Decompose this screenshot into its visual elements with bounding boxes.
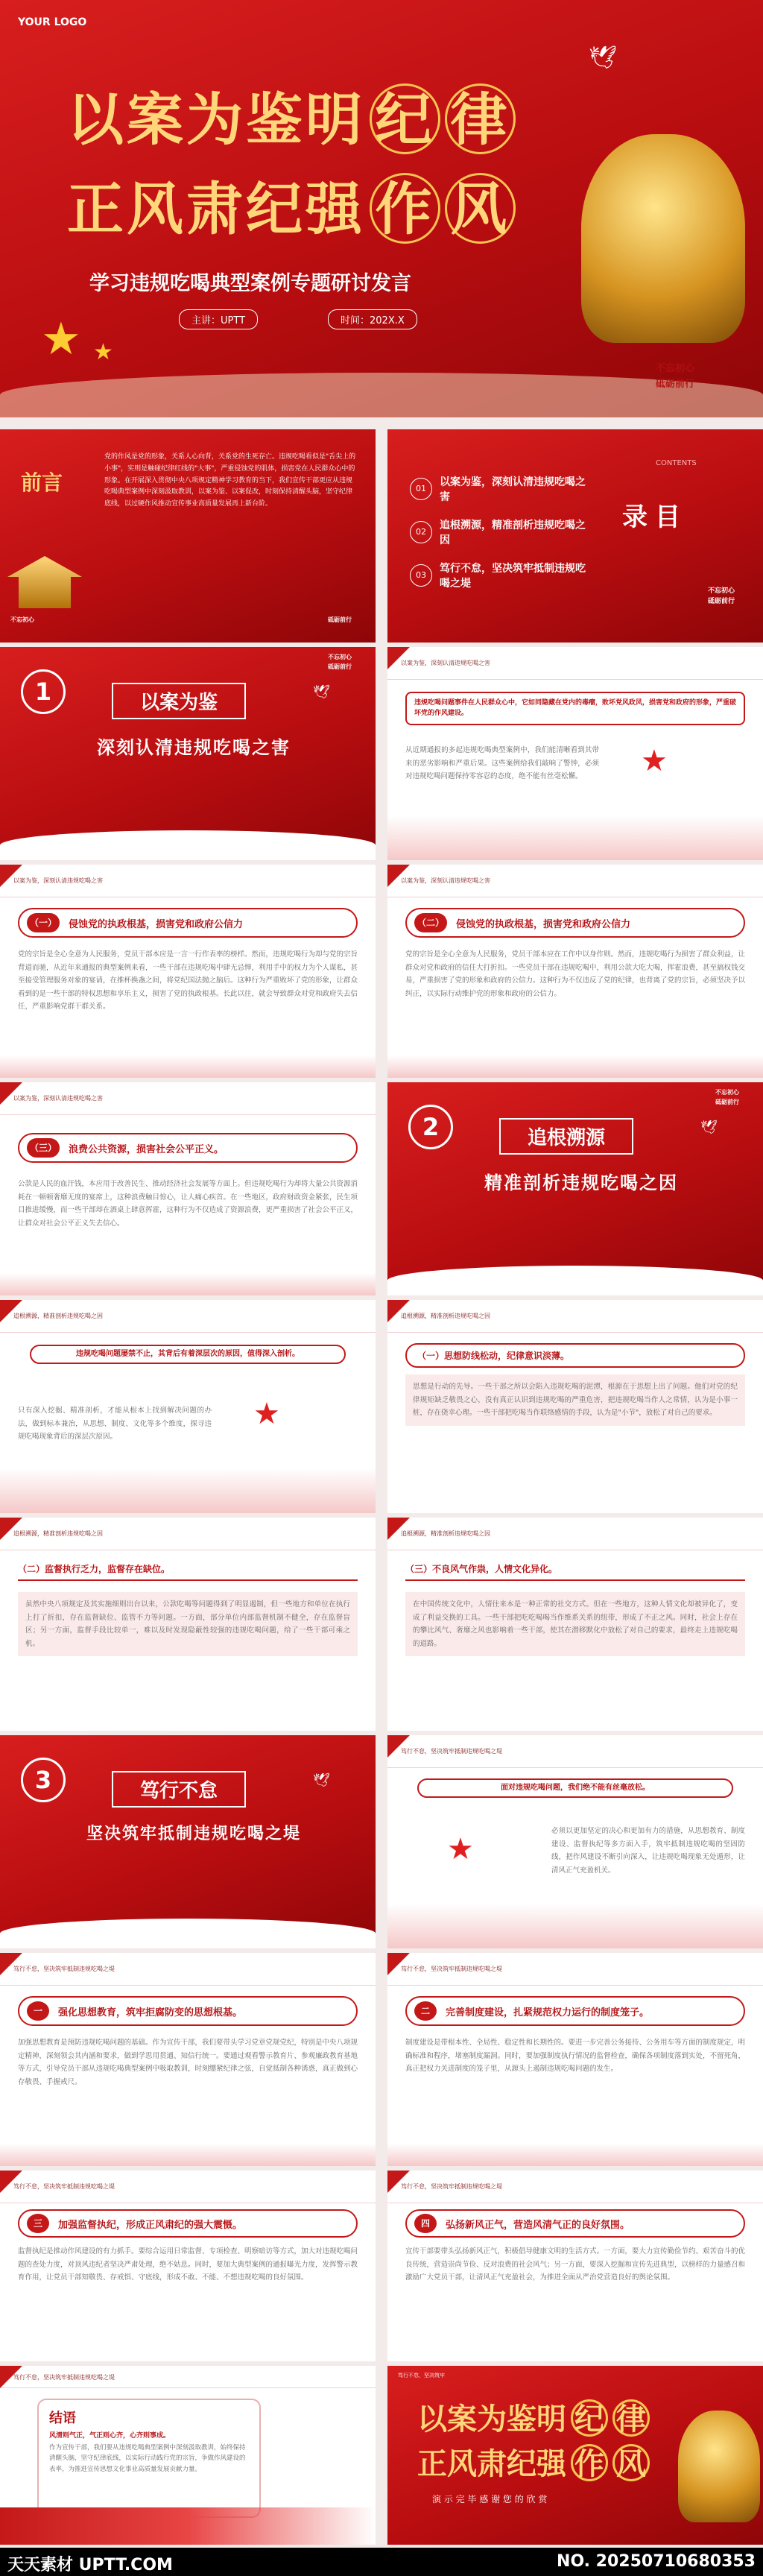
point-title: 完善制度建设，扎紧规范权力运行的制度笼子。 <box>446 2007 650 2018</box>
point-num: （一） <box>27 913 60 932</box>
point-title: 强化思想教育，筑牢拒腐防变的思想根基。 <box>58 2007 243 2018</box>
conclusion-lead: 风清则气正，气正则心齐，心齐则事成。 <box>49 2432 171 2440</box>
point-num: （三） <box>27 1138 60 1158</box>
cover-subtitle: 学习违规吃喝典型案例专题研讨发言 <box>89 272 411 295</box>
cover-title-line2 <box>67 164 516 245</box>
dove-icon: 🕊 <box>700 1120 718 1135</box>
p2b-slide <box>0 1518 376 1731</box>
body-text: 必须以更加坚定的决心和更加有力的措施，从思想教育、制度建设、监督执纪等多方面入手，筑牢抵制违规吃喝的坚固防线，把作风建设不断引向深入，让违规吃喝现象无处遁形，让清风正气充盈机关。 <box>551 1827 745 1875</box>
point-title: 浪费公共资源，损害社会公平正义。 <box>69 1143 224 1155</box>
toc-num: 02 <box>410 521 432 543</box>
ending-title-char: 风 <box>447 2447 477 2481</box>
point-pill <box>18 1996 358 2026</box>
ending-title-char: 肃 <box>477 2447 507 2481</box>
point-num: 三 <box>27 2214 49 2233</box>
section-header: 以案为鉴，深刻认清违规吃喝之害 <box>401 660 490 666</box>
toc-num: 01 <box>410 478 432 500</box>
part-title: 坚决筑牢抵制违规吃喝之堤 <box>86 1825 301 1843</box>
section-header: 追根溯源，精准剖析违规吃喝之因 <box>13 1530 103 1537</box>
cover-speaker: 主讲：UPTT <box>179 309 258 329</box>
slogan <box>656 362 694 393</box>
footer-left: 天天素材 UPTT.COM <box>7 2556 173 2575</box>
conclusion-text: 作为宣传干部，我们要从违规吃喝典型案例中深刻汲取教训，始终保持清醒头脑，坚守纪律底线，以实际行动践行党的宗旨，争做作风建设的表率，为推进宣传思想文化事业高质量发展贡献力量。 <box>49 2444 246 2473</box>
body-text: 党的宗旨是全心全意为人民服务，党员干部本应在工作中以身作则。然而，违规吃喝行为损害了群众利益，让群众对党和政府的信任大打折扣。一些党员干部在违规吃喝中，利用公款大吃大喝，挥霍浪费，甚至搞权钱交易，严重损害了党的形象和政府的公信力。这种行为不仅违反了党的纪律，也背离了党的宗旨，必须坚决予以纠正，以实际行动维护党的形象和政府的公信力。 <box>405 950 746 998</box>
section-header: 追根溯源，精准剖析违规吃喝之因 <box>401 1313 490 1319</box>
toc-item[interactable] <box>410 561 618 590</box>
section-header: 以案为鉴，深刻认清违规吃喝之害 <box>13 1095 103 1102</box>
footer-bar <box>0 2548 763 2576</box>
section-header: 笃行不怠，坚决筑牢抵制违规吃喝之堤 <box>13 1966 115 1972</box>
toc-num: 03 <box>410 564 432 587</box>
section-header: 笃行不怠，坚决筑牢抵制违规吃喝之堤 <box>401 1966 502 1972</box>
section-header: 以案为鉴，深刻认清违规吃喝之害 <box>13 877 103 884</box>
star-icon: ★ <box>93 339 113 365</box>
point-pill <box>405 2209 745 2238</box>
highlight-banner: 面对违规吃喝问题，我们绝不能有丝毫放松。 <box>417 1778 733 1798</box>
toc-text: 以案为鉴，深刻认清违规吃喝之害 <box>440 476 586 503</box>
star-icon: ★ <box>447 1832 474 1866</box>
cover-ring-char: 风 <box>445 173 516 244</box>
toc-item[interactable] <box>410 517 618 547</box>
cover-title-char: 肃 <box>186 176 246 242</box>
point-title: （三）不良风气作祟，人情文化异化。 <box>405 1558 745 1581</box>
body-text: 思想是行动的先导。一些干部之所以会陷入违规吃喝的泥潭，根源在于思想上出了问题。他们对党的纪律规矩缺乏敬畏之心，没有真正认识到违规吃喝的严重危害，把违规吃喝当作人之常情，认为是小事一桩，存在侥幸心理。一些干部把吃喝当作联络感情的手段，认为是"小节"，放松了对自己的要求。 <box>405 1374 745 1426</box>
cover-title-char: 明 <box>305 86 365 153</box>
slogan-line: 不忘初心 <box>656 363 695 374</box>
lion-statue <box>581 134 745 343</box>
body-text: 党的宗旨是全心全意为人民服务，党员干部本应是一言一行作表率的榜样。然而，违规吃喝行为却与党的宗旨背道而驰，从近年来通报的典型案例来看，一些干部在违规吃喝中肆无忌惮，利用手中的权力为个人谋私，甚至接受管理服务对象的宴请，在推杯换盏之间，将党纪国法抛之脑后。这种行为严重败坏了党的形象，让群众看到的是一些干部的特权思想和享乐主义，损害了党的执政根基。长此以往，就会导致群众对党和政府失去信任，严重影响党群干群关系。 <box>18 950 358 1011</box>
part-title: 精准剖析违规吃喝之因 <box>484 1172 678 1193</box>
cover-title-line1 <box>67 75 516 156</box>
ending-title-char: 正 <box>417 2447 447 2481</box>
p3a-slide <box>0 1953 376 2166</box>
cover-title-char: 以 <box>67 86 127 153</box>
body-text: 宣传干部要带头弘扬新风正气，积极倡导健康文明的生活方式。一方面，要大力宣传勤俭节约、艰苦奋斗的优良传统，营造崇尚节俭、反对浪费的社会风气；另一方面，要深入挖掘和宣传先进典型，以榜样的力量感召和激励广大党员干部，让清风正气充盈社会，为推进全面从严治党营造良好的舆论氛围。 <box>405 2247 746 2282</box>
point-num: 四 <box>414 2214 437 2233</box>
point-title: （一）思想防线松动，纪律意识淡薄。 <box>405 1343 745 1368</box>
p3d-slide <box>387 2171 763 2361</box>
point-title: 加强监督执纪，形成正风肃纪的强大震慑。 <box>58 2219 243 2231</box>
cover-title-char: 正 <box>67 176 127 242</box>
body-text: 虽然中央八项规定及其实施细则出台以来，公款吃喝等问题得到了明显遏制，但一些地方和单位在执行上打了折扣，存在监督缺位、监管不力等问题。一方面，部分单位内部监督机制不健全，存在监督盲区；另一方面，监督手段比较单一，难以及时发现隐蔽性较强的违规吃喝问题，给了一些干部可乘之机。 <box>18 1592 358 1656</box>
p3-intro-slide <box>387 1735 763 1948</box>
ending-ring-char: 作 <box>571 2444 608 2481</box>
ending-title-char: 以 <box>417 2402 447 2437</box>
dove-icon: 🕊 <box>313 684 330 700</box>
ending-ring-char: 风 <box>612 2444 650 2481</box>
star-icon: ★ <box>641 744 668 778</box>
slogan-line: 砥砺前行 <box>328 663 352 670</box>
section-header: 笃行不怠，坚决筑牢抵制违规吃喝之堤 <box>13 2183 115 2190</box>
point-title: 侵蚀党的执政根基，损害党和政府公信力 <box>456 918 631 930</box>
part1-slide <box>0 647 376 860</box>
slogan-line: 砥砺前行 <box>708 598 735 606</box>
section-header: 笃行不怠，坚决筑牢抵制违规吃喝之堤 <box>401 1748 502 1755</box>
conclusion-card <box>37 2399 261 2518</box>
slogan <box>715 1088 739 1108</box>
dove-icon: 🕊 <box>313 1772 330 1788</box>
slogan <box>328 653 352 672</box>
cover-title-char: 纪 <box>246 176 305 242</box>
slogan <box>328 616 352 625</box>
toc-title: 录目 <box>622 502 688 532</box>
preface-slide <box>0 429 376 643</box>
point-title: 弘扬新风正气，营造风清气正的良好氛围。 <box>446 2219 630 2231</box>
cover-ring-char: 律 <box>445 83 516 154</box>
ending-ring-char: 纪 <box>571 2399 608 2437</box>
point-num: 一 <box>27 2001 49 2021</box>
point-title: 侵蚀党的执政根基，损害党和政府公信力 <box>69 918 244 930</box>
part3-slide <box>0 1735 376 1948</box>
temple-icon <box>7 556 82 608</box>
part2-slide <box>387 1082 763 1295</box>
ending-title-char: 明 <box>536 2402 566 2437</box>
section-header: 笃行不怠，坚决筑牢 <box>398 2373 445 2378</box>
p3b-slide <box>387 1953 763 2166</box>
star-icon: ★ <box>253 1397 280 1431</box>
toc-text: 笃行不怠，坚决筑牢抵制违规吃喝之堤 <box>440 563 586 590</box>
point-num: 二 <box>414 2001 437 2021</box>
ending-title-line2 <box>417 2440 650 2483</box>
p1b-slide <box>387 865 763 1078</box>
part-number: 1 <box>21 669 66 714</box>
slogan-line: 不忘初心 <box>715 1089 739 1096</box>
ending-title-line1 <box>417 2396 650 2438</box>
ending-title-char: 纪 <box>507 2447 536 2481</box>
point-pill <box>18 2209 358 2238</box>
toc-text: 追根溯源，精准剖析违规吃喝之因 <box>440 520 586 546</box>
body-text: 只有深入挖掘、精准剖析，才能从根本上找到解决问题的办法，做到标本兼治，从思想、制度、文化等多个维度，探寻违规吃喝现象背后的深层次原因。 <box>18 1407 212 1442</box>
slogan <box>708 586 735 607</box>
part-box-title: 笃行不怠 <box>112 1771 246 1808</box>
slogan-line: 不忘初心 <box>10 616 34 623</box>
toc-item[interactable] <box>410 474 618 504</box>
slogan-line: 砥砺前行 <box>328 616 352 623</box>
body-text: 公款是人民的血汗钱，本应用于改善民生、推动经济社会发展等方面上。但违规吃喝行为却将大量公共资源消耗在一顿顿奢靡无度的宴席上，这种浪费触目惊心，让人痛心疾首。在一些地区，政府财政资金紧张，民生项目推进缓慢，而一些干部却在酒桌上肆意挥霍，这种行为不仅造成了资源浪费，更严重损害了社会公平正义，让群众对社会公平正义失去信心。 <box>18 1180 358 1228</box>
section-header: 以案为鉴，深刻认清违规吃喝之害 <box>401 877 490 884</box>
highlight-banner: 违规吃喝问题屡禁不止，其背后有着深层次的原因，值得深入剖析。 <box>30 1345 346 1364</box>
cover-slide <box>0 0 763 417</box>
point-pill <box>18 1133 358 1163</box>
point-num: （二） <box>414 913 447 932</box>
ending-ring-char: 律 <box>612 2399 650 2437</box>
ending-title-char: 鉴 <box>507 2402 536 2437</box>
lion-statue <box>678 2411 760 2522</box>
body-text: 加强思想教育是预防违规吃喝问题的基础。作为宣传干部，我们要带头学习党章党规党纪，特别是中央八项规定精神，深刻领会其内涵和要求，做到学思用贯通、知信行统一。要通过观看警示教育片、参观廉政教育基地等方式，引导党员干部从违规吃喝典型案例中吸取教训，时刻绷紧纪律之弦，自觉抵制各种诱惑，真正做到心存敬畏、手握戒尺。 <box>18 2039 358 2086</box>
cover-title-char: 风 <box>127 176 186 242</box>
slogan-line: 不忘初心 <box>708 587 735 595</box>
conclusion-slide <box>0 2366 376 2545</box>
toc-items <box>410 474 618 590</box>
body-text: 制度建设是带根本性、全局性、稳定性和长期性的。要进一步完善公务接待、公务用车等方面的制度规定，明确标准和程序，堵塞制度漏洞。同时，要加强制度执行情况的监督检查，确保各项制度落到实处，不留死角，真正把权力关进制度的笼子里，从源头上遏制违规吃喝问题的发生。 <box>405 2039 746 2074</box>
body-text: 监督执纪是推动作风建设的有力抓手。要综合运用日常监督、专项检查、明察暗访等方式，加大对违规吃喝问题的查处力度，对顶风违纪者坚决严肃处理，绝不姑息。同时，要加大典型案例的通报曝光力度，发挥警示教育作用，让党员干部知敬畏、存戒惧、守底线，形成不敢、不能、不想违规吃喝的良好氛围。 <box>18 2247 358 2282</box>
ending-slide <box>387 2366 763 2545</box>
conclusion-title: 结语 <box>49 2411 76 2426</box>
highlight-banner: 违规吃喝问题事件在人民群众心中，它如同隐藏在党内的毒瘤，败坏党风政风，损害党和政府的形象，严重破坏党的作风建设。 <box>405 692 745 725</box>
cover-title-char: 强 <box>305 176 365 242</box>
cover-title-char: 鉴 <box>246 86 305 153</box>
slogan-line: 砥砺前行 <box>715 1098 739 1105</box>
p1-intro-slide <box>387 647 763 860</box>
cover-ring-char: 作 <box>370 173 440 244</box>
p3c-slide <box>0 2171 376 2361</box>
footer-right: NO. 20250710680353 <box>557 2552 756 2571</box>
preface-text: 党的作风是党的形象，关系人心向背，关系党的生死存亡。违规吃喝看似是"舌尖上的小事"，实则是触碰纪律红线的"大事"，严重侵蚀党的肌体，损害党在人民群众心中的形象。在开展深入贯彻中央八项规定精神学习教育的当下，我们宣传干部更应从违规吃喝典型案例中深刻汲取教训，以案为鉴、以案促改，时刻保持清醒头脑，坚守纪律底线，以过硬作风推动宣传事业高质量发展再上新台阶。 <box>104 453 356 508</box>
part-title: 深刻认清违规吃喝之害 <box>97 737 291 758</box>
p1a-slide <box>0 865 376 1078</box>
ending-title-char: 案 <box>447 2402 477 2437</box>
cover-time: 时间：202X.X <box>328 309 417 329</box>
cover-title-char: 为 <box>186 86 246 153</box>
section-header: 笃行不怠，坚决筑牢抵制违规吃喝之堤 <box>13 2374 115 2381</box>
cover-title-char: 案 <box>127 86 186 153</box>
star-icon: ★ <box>41 313 81 365</box>
section-header: 笃行不怠，坚决筑牢抵制违规吃喝之堤 <box>401 2183 502 2190</box>
slogan-line: 砥砺前行 <box>656 378 695 390</box>
toc-contents: CONTENTS <box>656 459 697 467</box>
point-pill <box>18 908 358 938</box>
cover-ring-char: 纪 <box>370 83 440 154</box>
p1c-slide <box>0 1082 376 1295</box>
ending-title-char: 为 <box>477 2402 507 2437</box>
slogan-line: 不忘初心 <box>328 654 352 660</box>
toc-slide <box>387 429 763 643</box>
p2a-slide <box>387 1300 763 1513</box>
point-pill <box>405 1996 745 2026</box>
part-number: 2 <box>408 1105 453 1149</box>
body-text: 从近期通报的多起违规吃喝典型案例中，我们能清晰看到其带来的恶劣影响和严重后果。这些案例给我们敲响了警钟，必须对违规吃喝问题保持零容忍的态度，绝不能有丝毫松懈。 <box>405 746 599 781</box>
p2-intro-slide <box>0 1300 376 1513</box>
part-box-title: 追根溯源 <box>499 1118 633 1155</box>
point-pill <box>405 908 745 938</box>
point-title: （二）监督执行乏力，监督存在缺位。 <box>18 1558 358 1581</box>
preface-title: 前言 <box>21 470 63 495</box>
ending-title-char: 强 <box>536 2447 566 2481</box>
section-header: 追根溯源，精准剖析违规吃喝之因 <box>401 1530 490 1537</box>
ending-subtitle: 演 示 完 毕 感 谢 您 的 欣 赏 <box>432 2494 548 2504</box>
logo: YOUR LOGO <box>18 16 87 28</box>
slogan <box>10 616 34 625</box>
body-text: 在中国传统文化中，人情往来本是一种正常的社交方式。但在一些地方，这种人情文化却被异化了，变成了利益交换的工具。一些干部把吃吃喝喝当作维系关系的纽带，形成了不正之风。同时，社会上存在的攀比风气、奢靡之风也影响着一些干部，使其在潜移默化中放松了对自己的要求，最终走上违规吃喝的道路。 <box>405 1592 745 1656</box>
dove-icon: 🕊 <box>589 45 618 71</box>
section-header: 追根溯源，精准剖析违规吃喝之因 <box>13 1313 103 1319</box>
part-box-title: 以案为鉴 <box>112 683 246 719</box>
p2c-slide <box>387 1518 763 1731</box>
part-number: 3 <box>21 1758 66 1802</box>
